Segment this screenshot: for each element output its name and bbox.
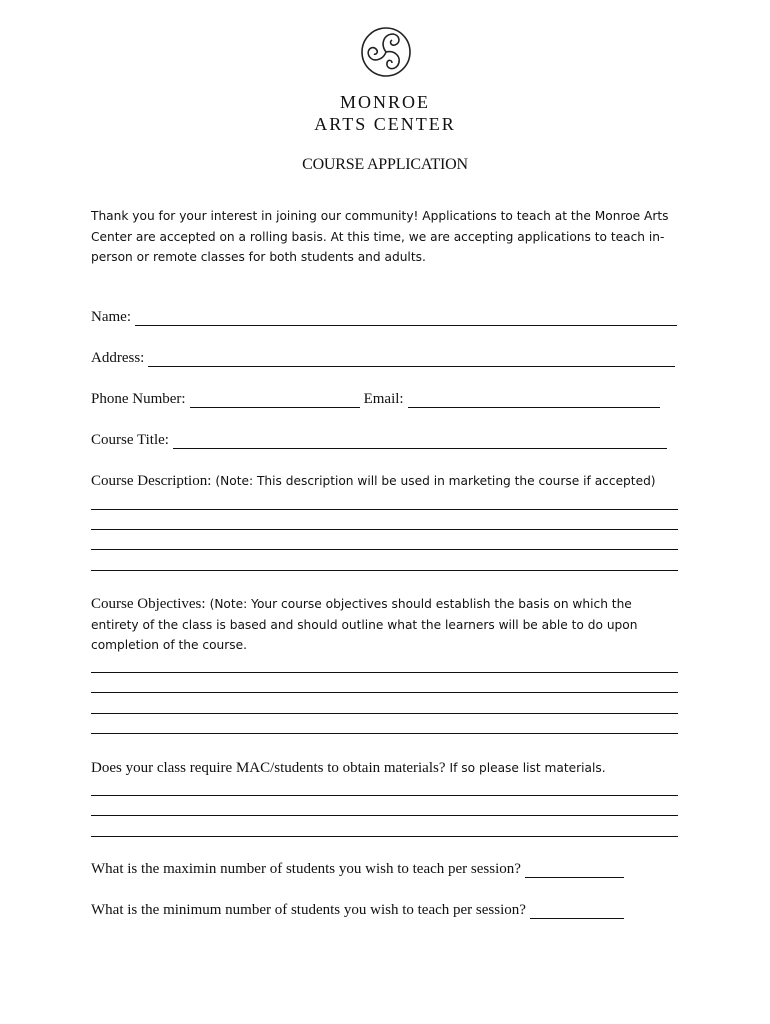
min-students-label: What is the minimum number of students you wish to teach per session?	[91, 902, 526, 918]
intro-paragraph: Thank you for your interest in joining our community! Applications to teach at the Monroe Arts Center are accepted on a rolling basis. At this time, we are accepting applications to teach in-person or remote classes for both students and adults.	[91, 209, 669, 264]
course-objectives-prompt	[91, 594, 681, 656]
course-objectives-line[interactable]	[91, 733, 678, 734]
min-students-row	[91, 901, 624, 919]
email-field[interactable]	[408, 391, 660, 408]
name-field[interactable]	[135, 309, 677, 326]
course-objectives-note: (Note: Your course objectives should establish the basis on which the entirety of the class is based and should outline what the learners will be able to do upon completion of the course.	[91, 597, 638, 652]
address-row	[91, 349, 675, 367]
name-row	[91, 308, 677, 326]
materials-note: If so please list materials.	[449, 761, 606, 775]
address-label: Address:	[91, 350, 145, 366]
course-objectives-line[interactable]	[91, 692, 678, 693]
max-students-row	[91, 860, 624, 878]
course-title-row	[91, 431, 667, 449]
course-description-label: Course Description:	[91, 473, 212, 489]
course-description-line[interactable]	[91, 549, 678, 550]
max-students-label: What is the maximin number of students you wish to teach per session?	[91, 861, 521, 877]
name-label: Name:	[91, 309, 131, 325]
email-label: Email:	[363, 391, 404, 407]
max-students-field[interactable]	[525, 861, 624, 878]
course-description-note: (Note: This description will be used in marketing the course if accepted)	[215, 474, 656, 488]
course-description-line[interactable]	[91, 509, 678, 510]
course-description-prompt	[91, 471, 681, 492]
course-objectives-label: Course Objectives:	[91, 596, 206, 612]
address-field[interactable]	[148, 350, 675, 367]
phone-label: Phone Number:	[91, 391, 186, 407]
min-students-field[interactable]	[530, 902, 624, 919]
materials-prompt	[91, 758, 681, 779]
materials-line[interactable]	[91, 815, 678, 816]
course-description-line[interactable]	[91, 529, 678, 530]
course-description-line[interactable]	[91, 570, 678, 571]
org-name-line1: MONROE	[339, 92, 430, 112]
triskele-spiral-logo	[360, 26, 412, 78]
materials-line[interactable]	[91, 795, 678, 796]
materials-label: Does your class require MAC/students to obtain materials?	[91, 760, 446, 776]
course-title-field[interactable]	[173, 432, 667, 449]
course-objectives-line[interactable]	[91, 672, 678, 673]
phone-email-row	[91, 390, 660, 408]
phone-field[interactable]	[190, 391, 360, 408]
course-objectives-line[interactable]	[91, 713, 678, 714]
course-title-label: Course Title:	[91, 432, 169, 448]
materials-line[interactable]	[91, 836, 678, 837]
org-name-line2: ARTS CENTER	[314, 114, 456, 134]
page-title: COURSE APPLICATION	[302, 156, 468, 173]
